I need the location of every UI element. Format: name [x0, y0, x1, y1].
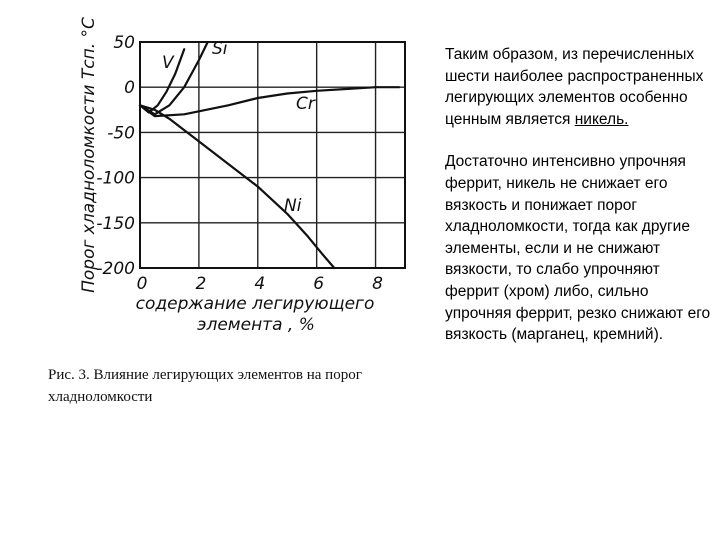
series-label-ni: Ni	[284, 196, 302, 216]
series-line-ni	[140, 105, 334, 268]
paragraph-1	[445, 44, 713, 130]
series-label-si: Si	[212, 39, 228, 59]
x-tick-label-8: 8	[372, 274, 383, 294]
x-axis-label-line-2: элемента , %	[197, 315, 315, 335]
x-tick-label-2: 2	[195, 274, 207, 294]
paragraph-2: Достаточно интенсивно упрочняя феррит, никель не снижает его вязкость и понижает порог хладноломкости, тогда как другие элементы, если и не снижают вязкости, то слабо упрочняют феррит (хром) либо, сильно упрочняя феррит, резко снижают его вязкость (марганец, кремний).	[445, 153, 711, 344]
y-tick-label-0: 0	[124, 78, 135, 99]
paragraph-1-emphasis: никель.	[574, 110, 629, 128]
y-tick-label-m150: -150	[96, 213, 135, 234]
y-tick-label-m50: -50	[107, 123, 135, 144]
y-tick-label-m100: -100	[96, 168, 135, 189]
x-tick-label-4: 4	[254, 274, 266, 294]
paragraph-1-text: Таким образом, из перечисленных шести наиболее распространенных легирующих элементов особенно ценным является	[445, 46, 704, 128]
figure-chart	[0, 0, 440, 350]
x-tick-label-6: 6	[313, 274, 325, 294]
plot-frame	[140, 42, 405, 268]
x-axis-label-line-1: содержание легирующего	[135, 294, 375, 314]
figure-caption: Рис. 3. Влияние легирующих элементов на порог хладноломкости	[48, 367, 362, 405]
body-text	[445, 44, 713, 346]
y-axis-label: Порог хладноломкости Tсп. °С	[79, 17, 99, 293]
chart-svg	[0, 0, 440, 350]
series-label-cr: Cr	[296, 94, 315, 114]
series-line-cr	[140, 87, 399, 116]
series-label-v: V	[162, 53, 174, 73]
y-tick-label-50: 50	[113, 33, 135, 53]
y-tick-label-m200: -200	[96, 259, 135, 279]
x-tick-label-0: 0	[136, 274, 148, 294]
